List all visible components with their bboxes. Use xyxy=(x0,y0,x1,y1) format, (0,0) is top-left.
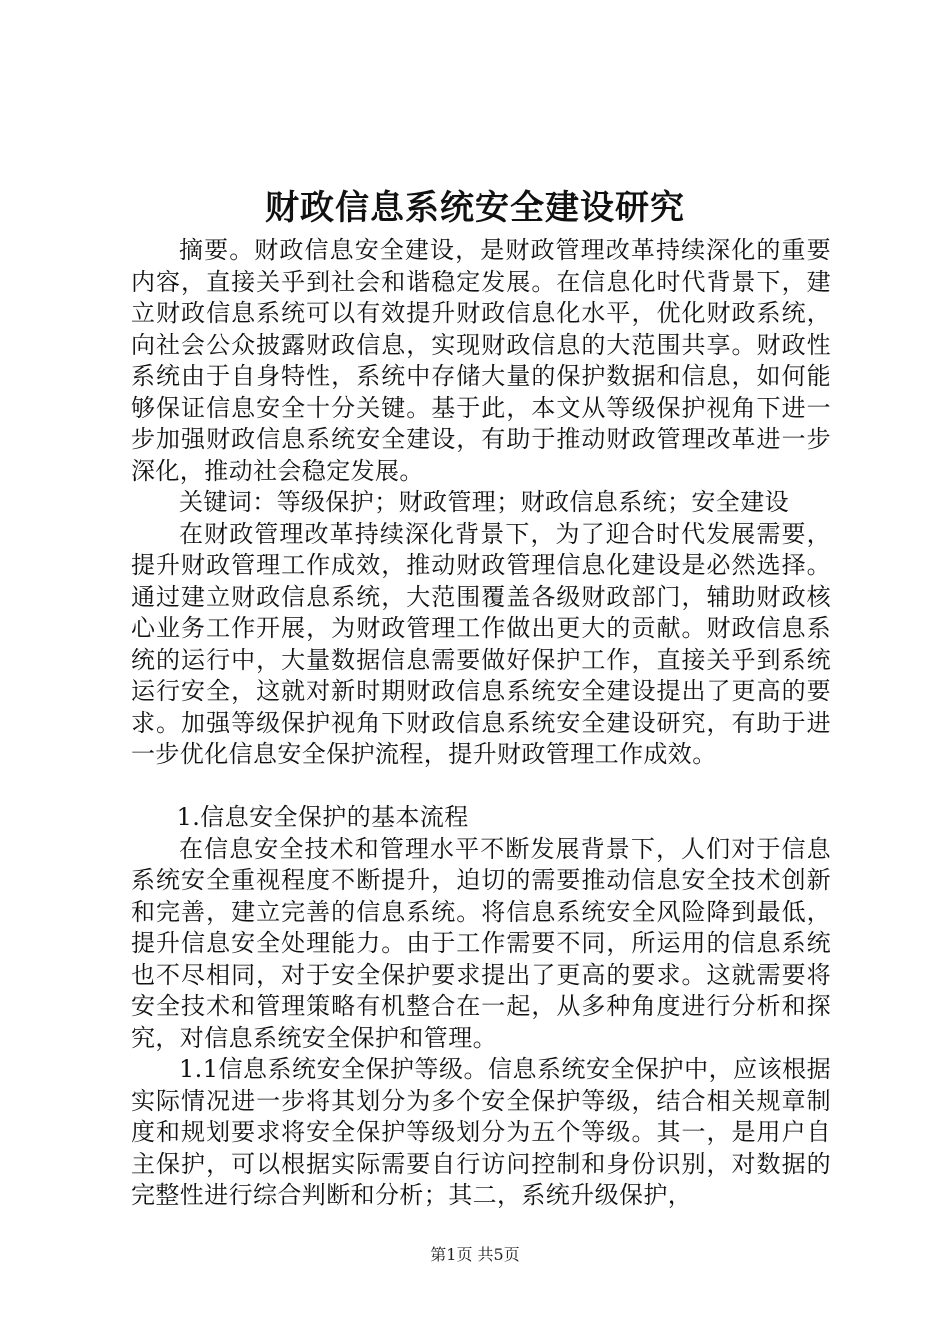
document-body xyxy=(131,235,831,1212)
section-1-1-paragraph: 1.1信息系统安全保护等级。信息系统安全保护中，应该根据实际情况进一步将其划分为多个安全保护等级，结合相关规章制度和规划要求将安全保护等级划分为五个等级。其一，是用户自主保护，可以根据实际需要自行访问控制和身份识别，对数据的完整性进行综合判断和分析；其二，系统升级保护， xyxy=(131,1055,831,1209)
page-number-footer: 第1页 共5页 xyxy=(430,1245,520,1264)
keywords-paragraph: 关键词：等级保护；财政管理；财政信息系统；安全建设 xyxy=(179,488,789,516)
intro-paragraph: 在财政管理改革持续深化背景下，为了迎合时代发展需要，提升财政管理工作成效，推动财政管理信息化建设是必然选择。通过建立财政信息系统，大范围覆盖各级财政部门，辅助财政核心业务工作开展，为财政管理工作做出更大的贡献。财政信息系统的运行中，大量数据信息需要做好保护工作，直接关乎到系统运行安全，这就对新时期财政信息系统安全建设提出了更高的要求。加强等级保护视角下财政信息系统安全建设研究，有助于进一步优化信息安全保护流程，提升财政管理工作成效。 xyxy=(131,519,831,768)
abstract-paragraph: 摘要。财政信息安全建设，是财政管理改革持续深化的重要内容，直接关乎到社会和谐稳定发展。在信息化时代背景下，建立财政信息系统可以有效提升财政信息化水平，优化财政系统，向社会公众披露财政信息，实现财政信息的大范围共享。财政性系统由于自身特性，系统中存储大量的保护数据和信息，如何能够保证信息安全十分关键。基于此，本文从等级保护视角下进一步加强财政信息系统安全建设，有助于推动财政管理改革进一步深化，推动社会稳定发展。 xyxy=(131,236,831,485)
section-1-paragraph: 在信息安全技术和管理水平不断发展背景下，人们对于信息系统安全重视程度不断提升，迫切的需要推动信息安全技术创新和完善，建立完善的信息系统。将信息系统安全风险降到最低，提升信息安全处理能力。由于工作需要不同，所运用的信息系统也不尽相同，对于安全保护要求提出了更高的要求。这就需要将安全技术和管理策略有机整合在一起，从多种角度进行分析和探究，对信息系统安全保护和管理。 xyxy=(131,834,831,1052)
document-title: 财政信息系统安全建设研究 xyxy=(265,188,685,228)
section-heading-1: 1.信息安全保护的基本流程 xyxy=(176,803,469,831)
